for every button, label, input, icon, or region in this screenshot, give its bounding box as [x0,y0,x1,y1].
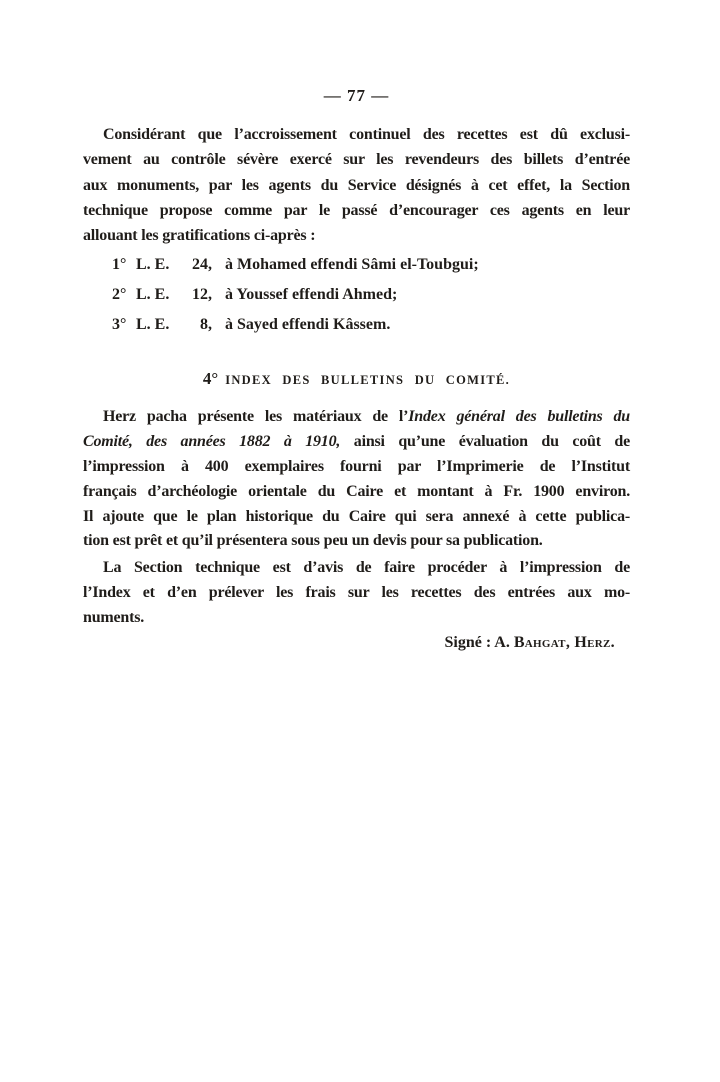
amount-value: 24, [192,256,212,274]
paragraph-line: l’impression à 400 exemplaires fourni par l’Imprimerie de l’Institut [83,458,630,476]
list-item [83,250,630,280]
paragraph-line: numents. [83,608,145,626]
heading-numeral: 4° [202,369,219,389]
roman-text: Herz pacha présente les matériaux de l’ [103,408,409,426]
section-heading [83,366,630,393]
paragraph-line: tion est prêt et qu’il présentera sous peu un devis pour sa publication. [83,532,543,550]
paragraph-line: français d’archéologie orientale du Caire et montant à Fr. 1900 environ. [83,482,630,500]
list-item [83,310,630,340]
signature-line [83,632,630,654]
currency-label: L. E. [136,256,170,274]
paragraph-line: aux monuments, par les agents du Service désignés à cet effet, la Section [83,176,630,194]
opening-paragraph [83,122,630,248]
italic-text: Index général des bulletins du [408,408,630,426]
list-item [83,280,630,310]
recipient-text: à Youssef effendi Ahmed; [225,286,398,304]
currency-label: L. E. [136,286,170,304]
signature-prefix: Signé : A. [444,633,514,651]
item-number: 3° [112,316,127,334]
heading-title: INDEX DES BULLETINS DU COMITÉ. [225,373,511,388]
signatory-name-bahgat: Bahgat, [513,633,575,651]
paragraph-line: Il ajoute que le plan historique du Caire qui sera annexé à cette publica- [83,507,630,525]
paragraph-line: l’Index et d’en prélever les frais sur les recettes des entrées aux mo- [83,584,630,602]
gratification-list [83,250,630,340]
signatory-name-herz: Herz. [574,633,615,651]
paragraph-line: technique propose comme par le passé d’encourager ces agents en leur [83,201,630,219]
paragraph-line [83,430,630,455]
item-number: 1° [112,256,127,274]
conclusion-paragraph [83,556,630,630]
index-paragraph [83,405,630,554]
amount-value: 8, [200,316,212,334]
currency-label: L. E. [136,316,170,334]
italic-text: Comité, des années 1882 à 1910, [83,433,341,451]
amount-value: 12, [192,286,212,304]
paragraph-line: Considérant que l’accroissement continuel des recettes est dû exclusi- [103,126,630,143]
paragraph-line: La Section technique est d’avis de faire procéder à l’impression de [103,559,630,577]
text-block [83,86,630,654]
recipient-text: à Mohamed effendi Sâmi el-Toubgui; [225,256,479,274]
page-number: — 77 — [323,86,390,105]
paragraph-line: allouant les gratifications ci-après : [83,227,316,245]
item-number: 2° [112,286,127,304]
paragraph-line [83,405,630,430]
recipient-text: à Sayed effendi Kâssem. [225,316,391,334]
roman-text: ainsi qu’une évaluation du coût de [340,433,630,451]
paragraph-line: vement au contrôle sévère exercé sur les revendeurs des billets d’entrée [83,151,630,169]
